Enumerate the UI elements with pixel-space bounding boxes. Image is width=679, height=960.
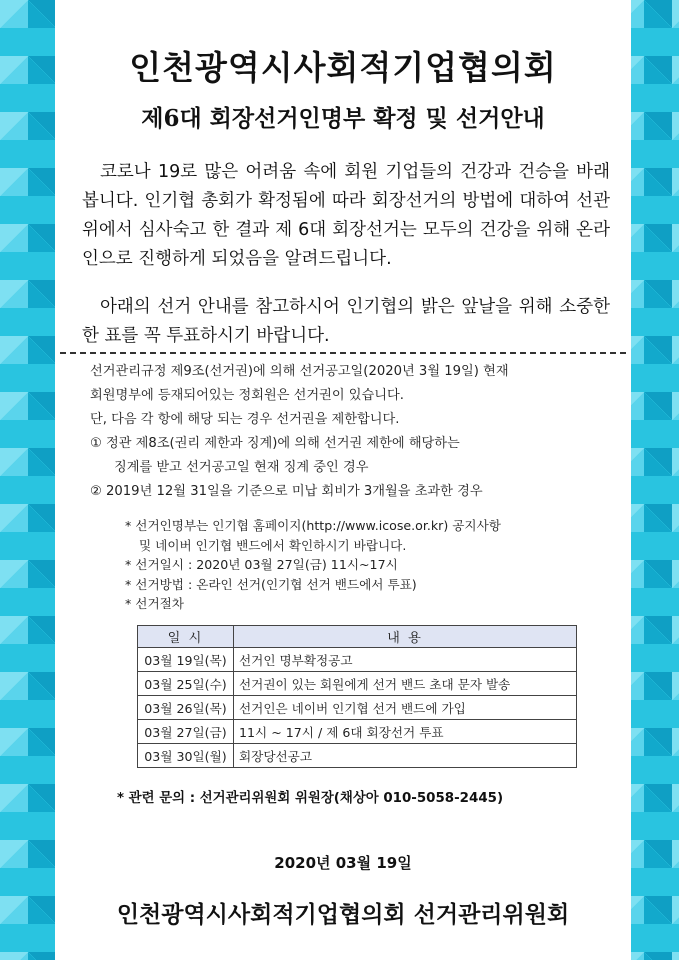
contact-info: * 관련 문의 : 선거관리위원회 위원장(채상아 010-5058-2445) [117,791,504,806]
rule-line-1: 선거관리규정 제9조(선거권)에 의해 선거공고일(2020년 3월 19일) 현재 [90,364,509,379]
note-roster-continued: 및 네이버 인기협 밴드에서 확인하시기 바랍니다. [139,537,407,553]
issuer-footer: 인천광역시사회적기업협의회 선거관리위원회 [116,901,570,928]
note-procedure-label: * 선거절차 [125,596,184,611]
schedule-date: 03월 26일(목) [138,696,234,720]
note-election-date: * 선거일시 : 2020년 03월 27일(금) 11시~17시 [125,557,398,572]
schedule-date: 03월 30일(월) [138,744,234,768]
organization-title: 인천광역시사회적기업협의회 [129,48,557,87]
schedule-content: 선거인은 네이버 인기협 선거 밴드에 가입 [234,696,577,720]
schedule-header-row [138,626,577,648]
schedule-content: 선거권이 있는 회원에게 선거 밴드 초대 문자 발송 [234,672,577,696]
schedule-date: 03월 25일(수) [138,672,234,696]
rule-line-2: 회원명부에 등재되어있는 정회원은 선거권이 있습니다. [90,388,404,403]
schedule-header-content: 내 용 [234,626,577,648]
notice-document [55,0,631,960]
table-row [138,648,577,672]
notice-subtitle: 제6대 회장선거인명부 확정 및 선거안내 [141,105,545,132]
intro-section [82,158,610,351]
table-row [138,744,577,768]
rule-item-1-continued: 징계를 받고 선거공고일 현재 징계 중인 경우 [114,460,369,475]
intro-paragraph-2: 아래의 선거 안내를 참고하시어 인기협의 밝은 앞날을 위해 소중한 한 표를 꼭 투표하시기 바랍니다. [82,297,610,346]
dashed-divider [60,352,626,354]
intro-paragraph-1: 코로나 19로 많은 어려움 속에 회원 기업들의 건강과 건승을 바래봅니다. 인기협 총회가 확정됨에 따라 회장선거의 방법에 대하여 선관위에서 심사숙고 한 결과 제 6대 회장선거는 모두의 건강을 위해 온라인으로 진행하게 되었음을 알려드립니다. [82,162,610,269]
schedule-table [137,625,577,768]
table-row [138,672,577,696]
rule-item-2: ② 2019년 12월 31일을 기준으로 미납 회비가 3개월을 초과한 경우 [90,484,483,499]
schedule-content: 회장당선공고 [234,744,577,768]
election-notes [125,516,605,614]
schedule-date: 03월 27일(금) [138,720,234,744]
notice-date: 2020년 03월 19일 [274,854,412,872]
rule-line-3: 단, 다음 각 항에 해당 되는 경우 선거권을 제한합니다. [90,412,400,427]
schedule-content: 선거인 명부확정공고 [234,648,577,672]
voting-rules [90,360,610,504]
schedule-content: 11시 ~ 17시 / 제 6대 회장선거 투표 [234,720,577,744]
schedule-header-date: 일 시 [138,626,234,648]
note-roster: * 선거인명부는 인기협 홈페이지(http://www.icose.or.kr) 공지사항 [125,518,501,533]
rule-item-1: ① 정관 제8조(권리 제한과 징계)에 의해 선거권 제한에 해당하는 [90,436,460,451]
table-row [138,720,577,744]
schedule-date: 03월 19일(목) [138,648,234,672]
table-row [138,696,577,720]
note-election-method: * 선거방법 : 온라인 선거(인기협 선거 밴드에서 투표) [125,576,417,592]
